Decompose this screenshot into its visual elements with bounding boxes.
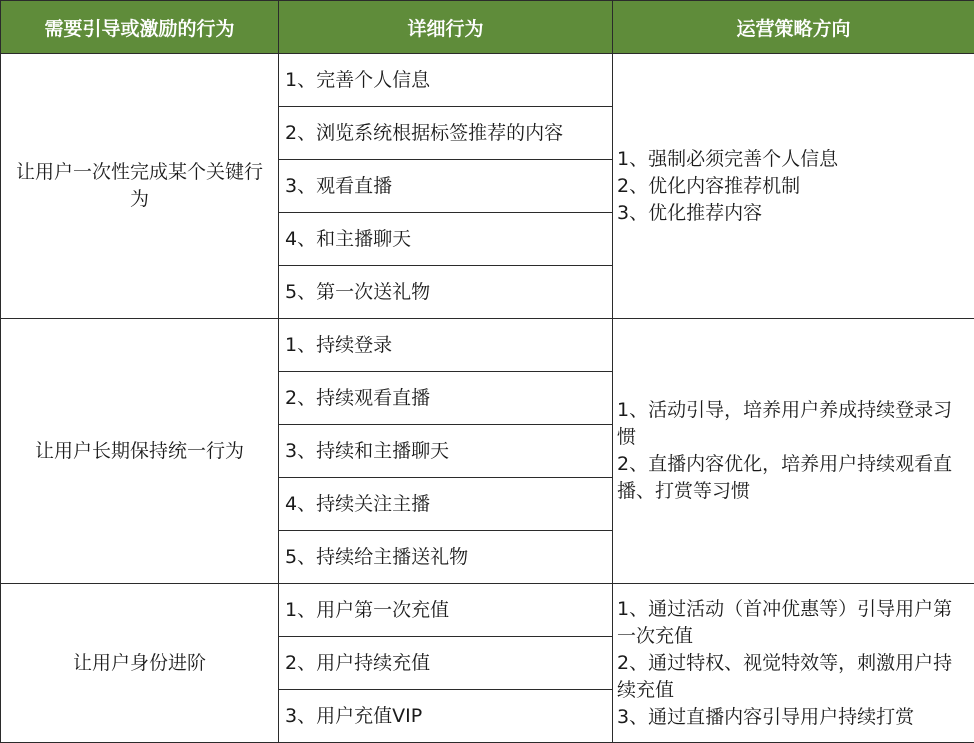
header-behavior: 需要引导或激励的行为 xyxy=(1,1,279,54)
strategy-line: 1、强制必须完善个人信息 xyxy=(617,147,839,170)
detail-cell: 5、第一次送礼物 xyxy=(279,266,613,319)
detail-cell: 4、持续关注主播 xyxy=(279,478,613,531)
strategy-line: 2、通过特权、视觉特效等，刺激用户持续充值 xyxy=(617,651,953,701)
detail-cell: 1、完善个人信息 xyxy=(279,54,613,107)
strategy-cell xyxy=(613,584,974,743)
behavior-cell: 让用户一次性完成某个关键行为 xyxy=(1,54,279,319)
detail-cell: 1、用户第一次充值 xyxy=(279,584,613,637)
strategy-line: 1、通过活动（首冲优惠等）引导用户第一次充值 xyxy=(617,597,953,647)
strategy-line: 2、直播内容优化，培养用户持续观看直播、打赏等习惯 xyxy=(617,453,953,502)
strategy-line: 1、活动引导，培养用户养成持续登录习惯 xyxy=(617,399,953,448)
detail-cell: 2、浏览系统根据标签推荐的内容 xyxy=(279,107,613,160)
detail-cell: 3、用户充值VIP xyxy=(279,690,613,743)
behavior-cell: 让用户长期保持统一行为 xyxy=(1,319,279,584)
strategy-cell xyxy=(613,319,974,584)
detail-cell: 2、用户持续充值 xyxy=(279,637,613,690)
detail-cell: 5、持续给主播送礼物 xyxy=(279,531,613,584)
behavior-cell: 让用户身份进阶 xyxy=(1,584,279,743)
detail-cell: 3、持续和主播聊天 xyxy=(279,425,613,478)
header-strategy: 运营策略方向 xyxy=(613,1,974,54)
strategy-cell xyxy=(613,54,974,319)
table-row xyxy=(1,319,974,372)
strategy-line: 3、优化推荐内容 xyxy=(617,201,763,224)
detail-cell: 3、观看直播 xyxy=(279,160,613,213)
detail-cell: 2、持续观看直播 xyxy=(279,372,613,425)
table-row xyxy=(1,54,974,107)
detail-cell: 4、和主播聊天 xyxy=(279,213,613,266)
header-row xyxy=(1,1,974,54)
detail-cell: 1、持续登录 xyxy=(279,319,613,372)
strategy-line: 3、通过直播内容引导用户持续打赏 xyxy=(617,705,915,728)
table-row xyxy=(1,584,974,637)
header-detail: 详细行为 xyxy=(279,1,613,54)
strategy-line: 2、优化内容推荐机制 xyxy=(617,174,801,197)
